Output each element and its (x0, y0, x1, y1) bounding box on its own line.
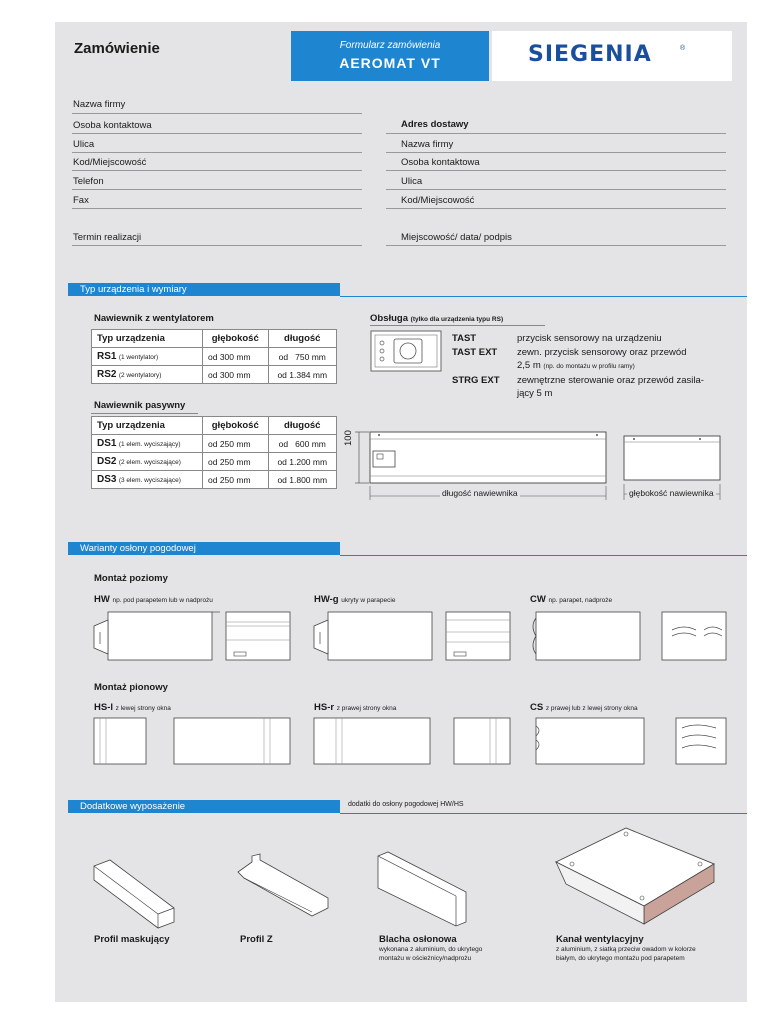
table-row[interactable] (92, 471, 337, 489)
table2-title-line (91, 413, 198, 414)
accessory-name: Profil maskujący (94, 934, 170, 945)
page-title: Zamówienie (74, 40, 160, 57)
col-header-length: długość (268, 417, 336, 435)
field-line-street[interactable] (72, 152, 362, 153)
field-line-delivery-street[interactable] (386, 189, 726, 190)
field-line-phone[interactable] (72, 189, 362, 190)
device-note: (1 wentylator) (118, 354, 159, 361)
control-desc: przycisk sensorowy na urządzeniu (517, 333, 662, 344)
length-cell: od 750 mm (268, 348, 336, 366)
field-line-delivery-contact[interactable] (386, 170, 726, 171)
field-line-delivery-company[interactable] (386, 152, 726, 153)
field-line-term[interactable] (72, 245, 362, 246)
table-row[interactable] (92, 366, 337, 384)
hsl-drawing (90, 716, 300, 768)
variant-desc: np. parapet, nadproże (548, 597, 613, 604)
col-header-length: długość (268, 330, 336, 348)
device-code: RS2 (97, 369, 117, 380)
variant-cw (530, 594, 612, 605)
variant-code: HS-r (314, 702, 335, 713)
field-line-city[interactable] (72, 170, 362, 171)
control-code: STRG EXT (452, 375, 500, 386)
variant-code: CS (530, 702, 544, 713)
control-code: TAST EXT (452, 347, 498, 358)
section-bar-accessories: Dodatkowe wyposażenie (68, 800, 340, 813)
dim-depth-label: głębokość nawiewnika (629, 488, 714, 498)
control-note: (np. do montażu w profilu ramy) (543, 363, 635, 370)
accessory-name: Blacha osłonowa (379, 934, 457, 945)
variant-desc: z prawej lub z lewej strony okna (545, 705, 638, 712)
field-label: Fax (73, 195, 89, 206)
variant-desc: np. pod parapetem lub w nadprożu (112, 597, 213, 604)
col-header-depth: głębokość (203, 330, 269, 348)
passive-unit-table (91, 416, 337, 489)
device-code: DS3 (97, 474, 117, 485)
variant-desc: z prawej strony okna (336, 705, 397, 712)
accessory-desc: białym, do ukrytego montażu pod parapetem (556, 955, 685, 962)
length-cell: od 1.384 mm (268, 366, 336, 384)
field-line-signature[interactable] (386, 245, 726, 246)
field-label: Osoba kontaktowa (401, 157, 480, 168)
col-header-type: Typ urządzenia (92, 330, 203, 348)
variant-hw (94, 594, 213, 605)
device-note: (1 elem. wyciszający) (118, 441, 181, 448)
variant-code: HW-g (314, 594, 339, 605)
depth-cell: od 250 mm (203, 435, 269, 453)
device-note: (2 elem. wyciszające) (118, 459, 181, 466)
form-banner (291, 31, 489, 81)
control-code: TAST (452, 333, 477, 344)
accessory-desc: z aluminium, z siatką przeciw owadom w kolorze (556, 946, 696, 953)
z-profile-drawing (232, 852, 342, 922)
accessory-desc: montażu w ościeżnicy/nadprożu (379, 955, 472, 962)
section-bar-weather: Warianty osłony pogodowej (68, 542, 340, 555)
variant-desc: ukryty w parapecie (341, 597, 396, 604)
field-label: Nazwa firmy (73, 99, 126, 110)
horizontal-title: Montaż poziomy (94, 573, 168, 584)
control-desc: zewnętrzne sterowanie oraz przewód zasila- (517, 375, 704, 386)
field-label: Ulica (401, 176, 423, 187)
field-label: Telefon (73, 176, 104, 187)
depth-cell: od 250 mm (203, 453, 269, 471)
length-cell: od 1.200 mm (268, 453, 336, 471)
variant-code: HS-l (94, 702, 113, 713)
control-subtitle: (tylko dla urządzenia typu RS) (410, 316, 504, 323)
table-row[interactable] (92, 435, 337, 453)
device-code: DS1 (97, 438, 117, 449)
delivery-title-line (386, 133, 726, 134)
field-label: Osoba kontaktowa (73, 120, 152, 131)
sensor-switch-icon (370, 330, 442, 372)
table2-title: Nawiewnik pasywny (94, 400, 186, 411)
device-note: (3 elem. wyciszające) (118, 477, 181, 484)
brand-name: SIEGENIA (528, 42, 652, 67)
control-title: Obsługa (370, 313, 409, 324)
depth-cell: od 250 mm (203, 471, 269, 489)
cw-drawing (526, 610, 736, 665)
field-label: Kod/Miejscowość (401, 195, 475, 206)
table1-title: Nawiewnik z wentylatorem (94, 313, 214, 324)
col-header-type: Typ urządzenia (92, 417, 203, 435)
vertical-title: Montaż pionowy (94, 682, 168, 693)
device-note: (2 wentylatory) (118, 372, 162, 379)
field-label: Ulica (73, 139, 95, 150)
fan-unit-table (91, 329, 337, 384)
cover-plate-drawing (372, 848, 482, 932)
cs-drawing (526, 716, 736, 768)
section-line (340, 555, 747, 556)
brand-mark: ® (680, 45, 686, 52)
variant-code: HW (94, 594, 110, 605)
control-desc-line2: 2,5 m (517, 360, 541, 371)
unit-front-drawing (345, 428, 615, 513)
length-cell: od 1.800 mm (268, 471, 336, 489)
control-heading (370, 313, 503, 324)
dim-height-label: 100 (343, 430, 354, 446)
field-line-contact[interactable] (72, 133, 362, 134)
accessory-name: Kanał wentylacyjny (556, 934, 644, 945)
unit-side-drawing (620, 428, 730, 513)
field-line-delivery-city[interactable] (386, 208, 726, 209)
masking-profile-drawing (88, 850, 198, 930)
control-desc: zewn. przycisk sensorowy oraz przewód (517, 347, 687, 358)
control-title-line (370, 325, 545, 326)
length-cell: od 600 mm (268, 435, 336, 453)
field-line-company[interactable] (72, 113, 362, 114)
col-header-depth: głębokość (203, 417, 269, 435)
variant-desc: z lewej strony okna (115, 705, 171, 712)
control-desc-line2: jący 5 m (517, 388, 553, 399)
product-name: AEROMAT VT (339, 55, 441, 71)
depth-cell: od 300 mm (203, 348, 269, 366)
variant-hsl (94, 702, 171, 713)
hw-drawing (90, 610, 300, 665)
accessory-name: Profil Z (240, 934, 273, 945)
section-line (340, 813, 747, 814)
section-line (340, 296, 747, 297)
brand-logo (492, 31, 732, 81)
field-line-fax[interactable] (72, 208, 362, 209)
table-row[interactable] (92, 453, 337, 471)
section-bar-device: Typ urządzenia i wymiary (68, 283, 340, 296)
device-code: RS1 (97, 351, 117, 362)
delivery-title: Adres dostawy (401, 119, 469, 130)
table-row[interactable] (92, 348, 337, 366)
term-label: Termin realizacji (73, 232, 142, 243)
hsr-drawing (310, 716, 520, 768)
depth-cell: od 300 mm (203, 366, 269, 384)
variant-cs (530, 702, 638, 713)
field-label: Nazwa firmy (401, 139, 454, 150)
variant-hsr (314, 702, 396, 713)
accessory-desc: wykonana z aluminium, do ukrytego (379, 946, 483, 953)
variant-code: CW (530, 594, 546, 605)
place-date-label: Miejscowość/ data/ podpis (401, 232, 512, 243)
hwg-drawing (310, 610, 520, 665)
field-label: Kod/Miejscowość (73, 157, 147, 168)
variant-hwg (314, 594, 395, 605)
vent-channel-drawing (552, 822, 722, 932)
form-label: Formularz zamówienia (339, 40, 441, 51)
device-code: DS2 (97, 456, 117, 467)
control-desc-2 (517, 360, 635, 371)
accessories-note: dodatki do osłony pogodowej HW/HS (348, 801, 464, 808)
dim-length-label: długość nawiewnika (442, 488, 518, 498)
